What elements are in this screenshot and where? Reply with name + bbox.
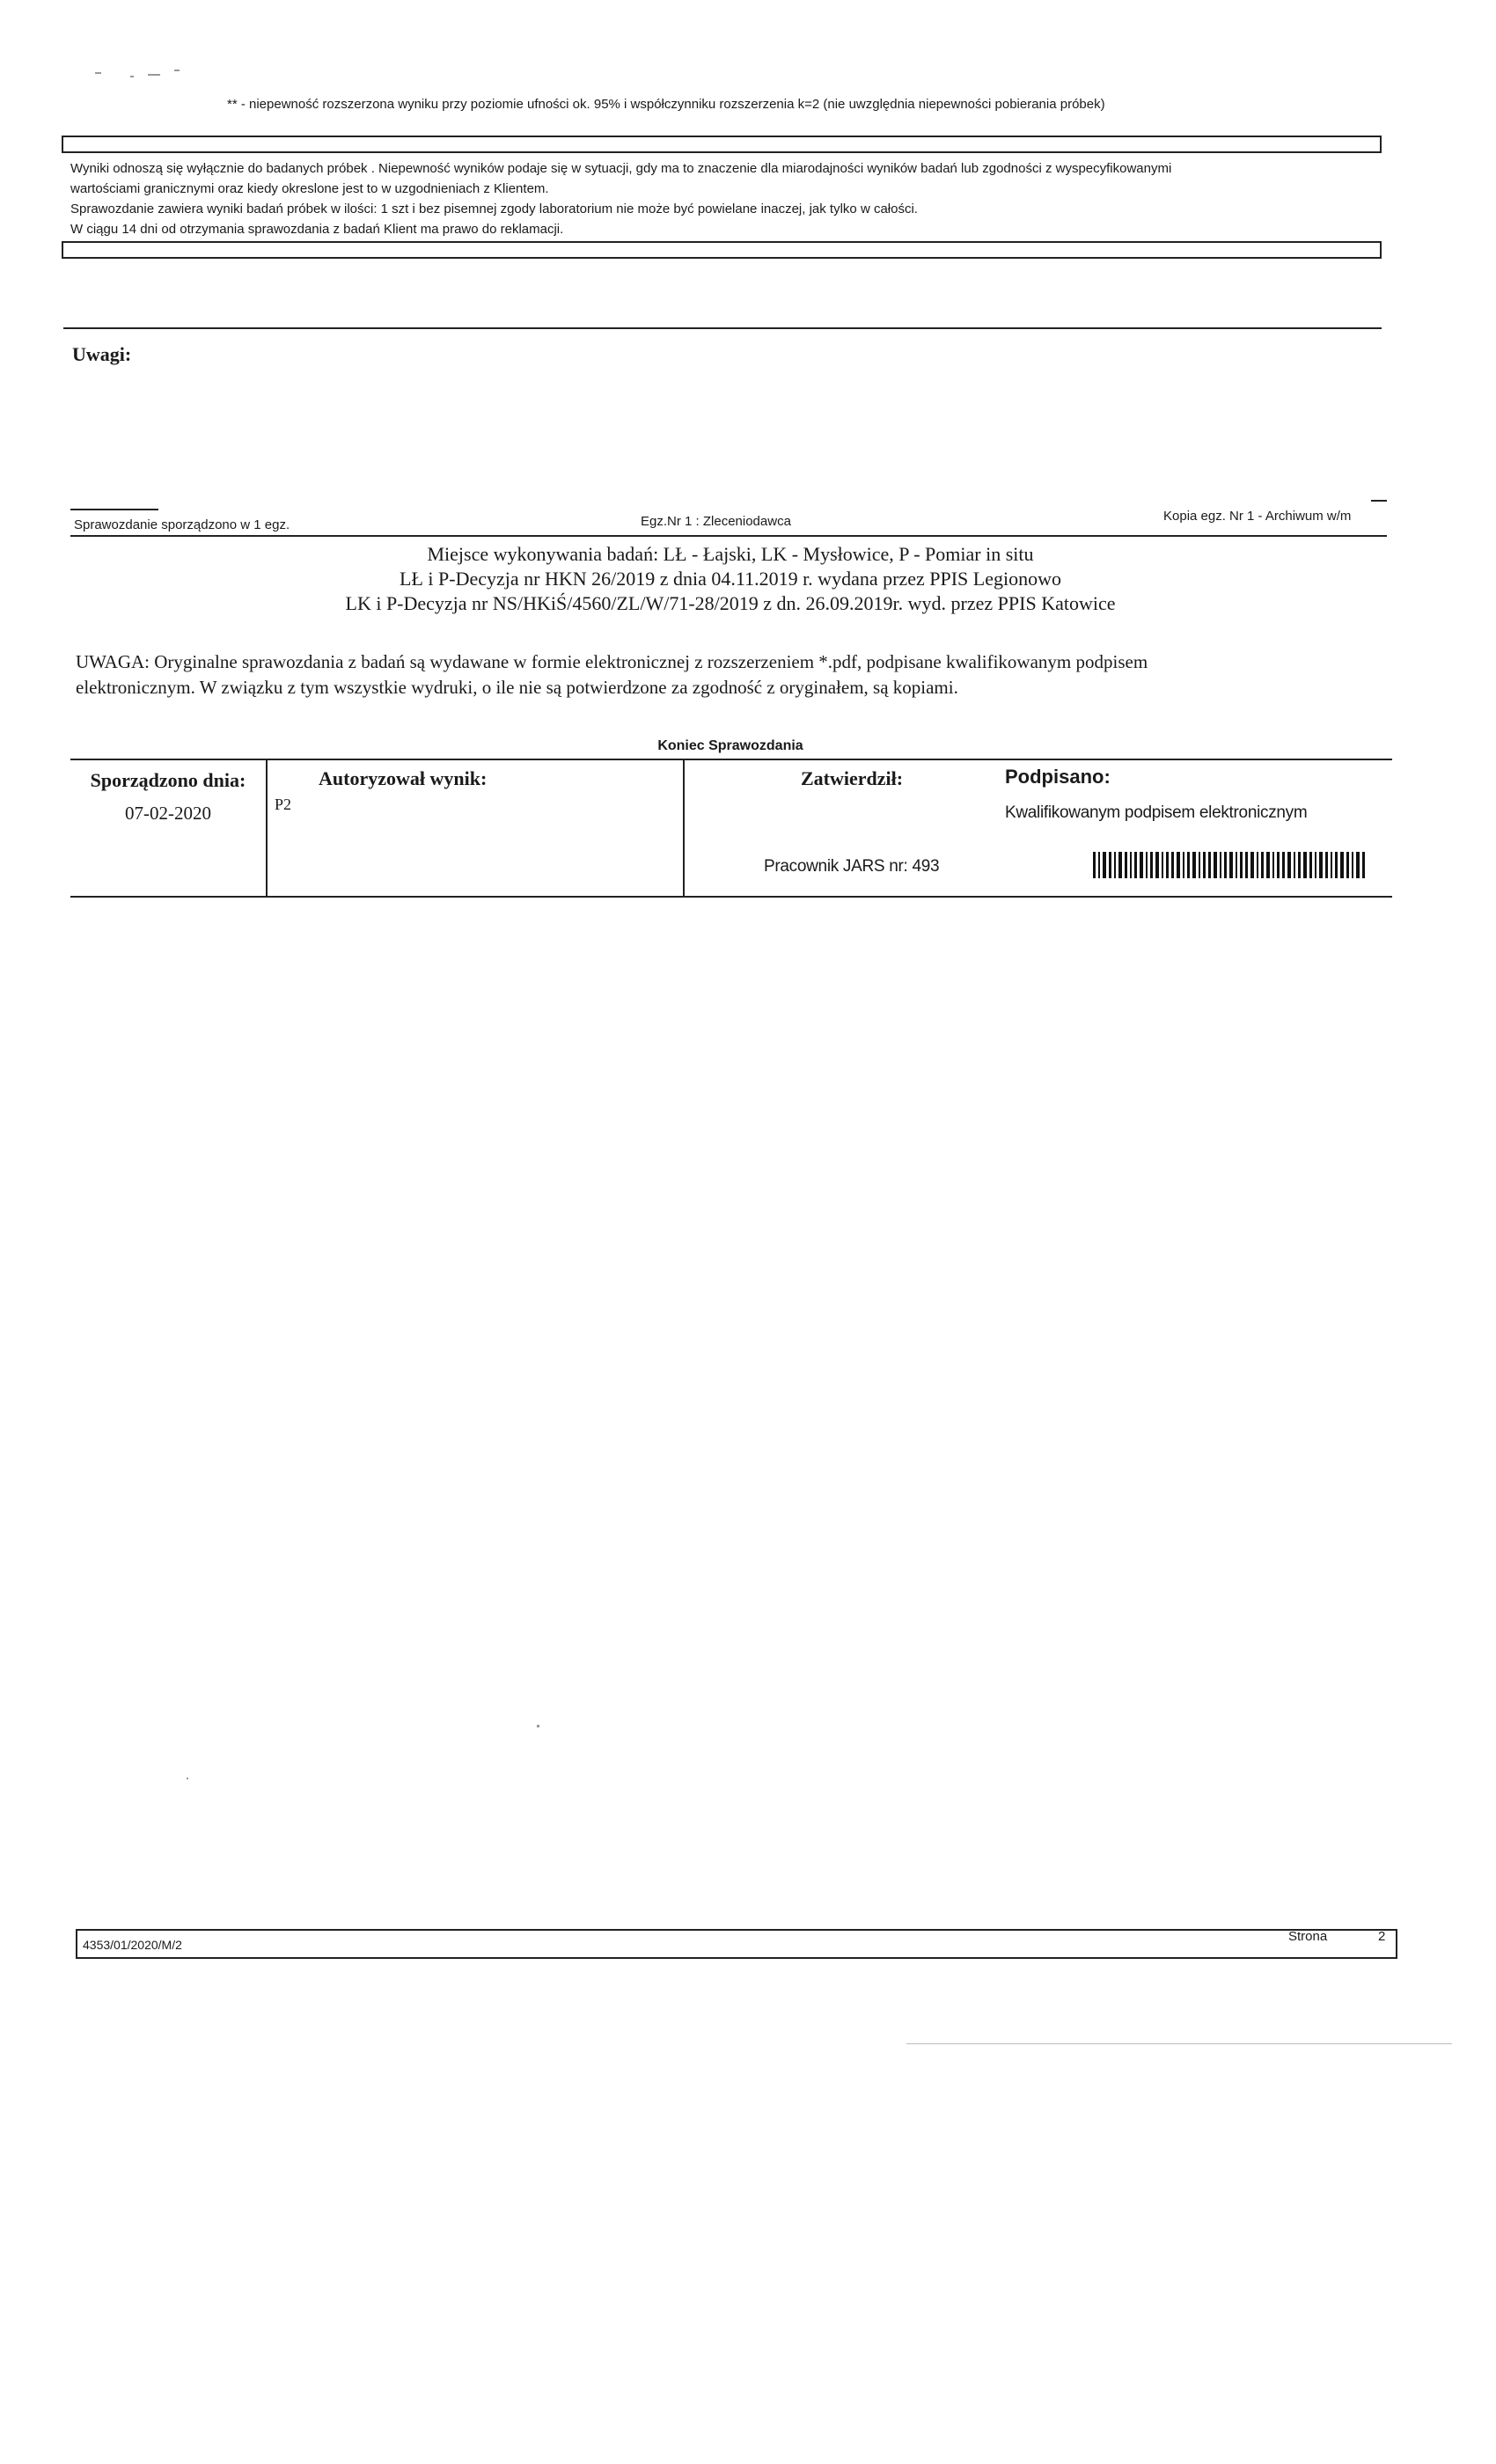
warning-line: elektronicznym. W związku z tym wszystkie wydruki, o ile nie są potwierdzone za zgodność z oryginałem, są kopiami. [76,677,958,698]
prepared-date: 07-02-2020 [125,803,211,824]
prepared-cell [70,760,268,896]
approved-cell [685,760,1392,896]
scan-edge-line [906,2043,1452,2044]
scan-speck [95,72,101,74]
test-location-line: LŁ i P-Decyzja nr HKN 26/2019 z dnia 04.11.2019 r. wydana przez PPIS Legionowo [400,568,1061,590]
end-of-report: Koniec Sprawozdania [657,738,803,753]
scan-speck [148,74,160,76]
employee-number: Pracownik JARS nr: 493 [764,857,940,876]
copies-short-rule [70,509,158,510]
note-line: wartościami granicznymi oraz kiedy okreslone jest to w uzgodnieniach z Klientem. [70,181,549,196]
note-line: W ciągu 14 dni od otrzymania sprawozdania z badań Klient ma prawo do reklamacji. [70,222,564,237]
approved-label: Zatwierdził: [801,767,904,789]
copies-right-tick [1371,500,1387,502]
uncertainty-note: ** - niepewność rozszerzona wyniku przy poziomie ufności ok. 95% i współczynniku rozszerzenia k=2 (nie uwzględnia niepewności pobierania próbek) [227,97,1105,112]
footer-box [76,1929,1397,1959]
signature-barcode [1093,852,1368,878]
scan-speck [537,1725,539,1727]
signature-table [70,760,1392,898]
test-location-line: Miejsce wykonywania badań: LŁ - Łajski, LK - Mysłowice, P - Pomiar in situ [427,543,1034,565]
scan-speck [130,76,134,77]
signature-bottom-rule [70,896,1392,898]
copy-archive: Kopia egz. Nr 1 - Archiwum w/m [1163,509,1352,524]
test-location [264,542,1197,616]
authorized-value: P2 [275,796,292,813]
page-number: 2 [1378,1929,1386,1944]
warning-line: UWAGA: Oryginalne sprawozdania z badań są wydawane w formie elektronicznej z rozszerzeniem *.pdf, podpisane kwalifikowanym podpisem [76,651,1148,672]
page-label: Strona [1288,1929,1328,1944]
note-line: Sprawozdanie zawiera wyniki badań próbek w ilości: 1 szt i bez pisemnej zgody laboratorium nie może być powielane inaczej, jak tylko w całości. [70,202,918,216]
copies-made: Sprawozdanie sporządzono w 1 egz. [74,517,290,532]
doc-number: 4353/01/2020/M/2 [83,1938,182,1952]
notes-box-bottom [62,241,1382,259]
prepared-label: Sporządzono dnia: [90,769,246,791]
notes-block [70,158,1382,239]
test-location-line: LK i P-Decyzja nr NS/HKiŚ/4560/ZL/W/71-28/2019 z dn. 26.09.2019r. wyd. przez PPIS Katowice [345,592,1116,614]
copy-client: Egz.Nr 1 : Zleceniodawca [641,514,791,529]
authorized-cell [268,760,685,896]
signed-label: Podpisano: [1005,766,1111,788]
scan-speck [174,70,180,71]
notes-box-top [62,136,1382,153]
scan-speck [187,1778,188,1779]
warning-block [76,649,1387,700]
copies-rule [70,535,1387,537]
signed-value: Kwalifikowanym podpisem elektronicznym [1005,803,1308,822]
note-line: Wyniki odnoszą się wyłącznie do badanych próbek . Niepewność wyników podaje się w sytuacji, gdy ma to znaczenie dla miarodajności wyników badań lub zgodności z wyspecyfikowanymi [70,161,1172,176]
remarks-label: Uwagi: [72,343,132,365]
authorized-label: Autoryzował wynik: [319,767,488,789]
remarks-top-rule [63,327,1382,329]
